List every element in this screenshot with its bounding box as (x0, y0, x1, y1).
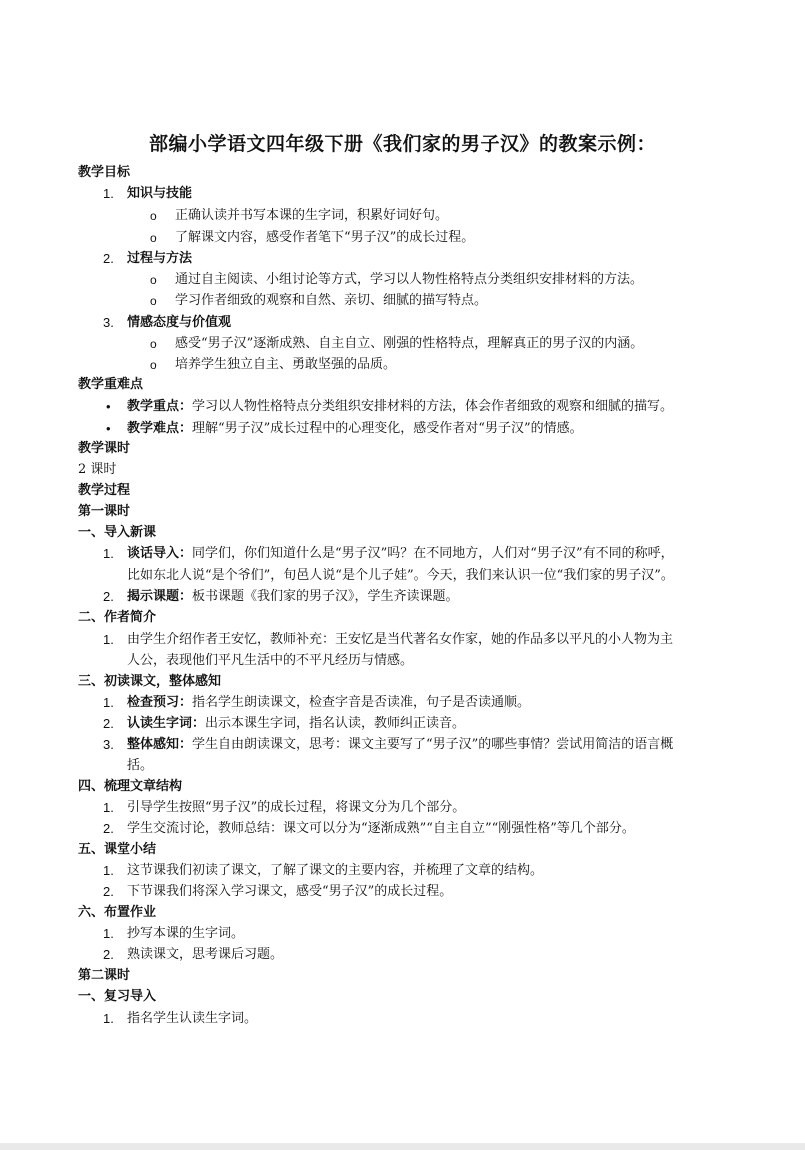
circle-bullet-icon: o (150, 273, 157, 287)
circle-bullet-icon: o (150, 209, 157, 223)
circle-bullet-icon: o (150, 337, 157, 351)
circle-bullet-icon: o (150, 294, 157, 308)
item-text: 出示本课生字词，指名认读，教师纠正读音。 (205, 716, 466, 731)
list-number: 3. (103, 737, 114, 752)
key-point-item (127, 418, 583, 440)
list-number: 1. (103, 1011, 114, 1026)
list-number: 1. (103, 863, 114, 878)
objective-sub: 感受“男子汉”逐渐成熟、自主自立、刚强的性格特点，理解真正的男子汉的内涵。 (175, 336, 644, 351)
objective-sub: 培养学生独立自主、勇敢坚强的品质。 (175, 357, 397, 372)
list-number: 1. (103, 546, 114, 561)
key-points-heading: 教学重难点 (78, 377, 144, 392)
item-label: 揭示课题： (127, 589, 193, 604)
key-point-text: 学习以人物性格特点分类组织安排材料的方法，体会作者细致的观察和细腻的描写。 (192, 399, 674, 414)
list-item (127, 734, 673, 756)
item-continuation: 人公，表现他们平凡生活中的不平凡经历与情感。 (127, 653, 414, 668)
process-heading: 教学过程 (78, 483, 131, 498)
hours-heading: 教学课时 (78, 441, 131, 456)
section-heading: 六、布置作业 (78, 905, 157, 920)
objective-sub: 了解课文内容，感受作者笔下“男子汉”的成长过程。 (175, 230, 475, 245)
page-bottom-edge (0, 1143, 805, 1150)
list-item (127, 713, 465, 735)
lesson-heading: 第一课时 (78, 504, 131, 519)
key-point-item (127, 396, 673, 418)
circle-bullet-icon: o (150, 231, 157, 245)
section-heading: 一、导入新课 (78, 525, 157, 540)
item-label: 整体感知： (127, 737, 193, 752)
objective-sub: 正确认读并书写本课的生字词，积累好词好句。 (175, 208, 449, 223)
list-item: 引导学生按照“男子汉”的成长过程，将课文分为几个部分。 (127, 800, 466, 815)
lesson-heading: 第二课时 (78, 968, 131, 983)
key-point-label: 教学难点： (127, 421, 193, 436)
disc-bullet-icon: • (106, 421, 111, 436)
hours-value: 2 课时 (78, 462, 117, 477)
objective-label: 过程与方法 (127, 251, 193, 266)
list-item (127, 692, 530, 714)
item-label: 检查预习： (127, 695, 193, 710)
list-item: 抄写本课的生字词。 (127, 926, 245, 941)
list-item: 下节课我们将深入学习课文，感受“男子汉”的成长过程。 (127, 884, 453, 899)
section-heading: 五、课堂小结 (78, 842, 157, 857)
list-number: 1. (103, 695, 114, 710)
list-number: 2. (103, 884, 114, 899)
objective-label: 情感态度与价值观 (127, 315, 232, 330)
section-heading: 二、作者简介 (78, 610, 157, 625)
item-text: 指名学生朗读课文，检查字音是否读准，句子是否读通顺。 (192, 695, 531, 710)
list-item: 由学生介绍作者王安忆，教师补充：王安忆是当代著名女作家，她的作品多以平凡的小人物为主 (127, 632, 674, 647)
objectives-heading: 教学目标 (78, 165, 131, 180)
objective-sub: 通过自主阅读、小组讨论等方式，学习以人物性格特点分类组织安排材料的方法。 (175, 272, 644, 287)
list-number: 1. (103, 926, 114, 941)
circle-bullet-icon: o (150, 358, 157, 372)
section-heading: 四、梳理文章结构 (78, 779, 183, 794)
item-label: 谈话导入： (127, 546, 193, 561)
list-number: 1. (103, 186, 114, 201)
section-heading: 一、复习导入 (78, 989, 157, 1004)
key-point-text: 理解“男子汉”成长过程中的心理变化，感受作者对“男子汉”的情感。 (192, 421, 583, 436)
list-item (127, 543, 674, 565)
objective-label: 知识与技能 (127, 186, 193, 201)
list-number: 1. (103, 800, 114, 815)
objective-sub: 学习作者细致的观察和自然、亲切、细腻的描写特点。 (175, 293, 488, 308)
list-item: 熟读课文，思考课后习题。 (127, 947, 284, 962)
item-text: 学生自由朗读课文，思考：课文主要写了“男子汉”的哪些事情？尝试用简洁的语言概 (192, 737, 674, 752)
item-text: 同学们，你们知道什么是“男子汉”吗？在不同地方，人们对“男子汉”有不同的称呼， (192, 546, 674, 561)
item-text: 板书课题《我们家的男子汉》，学生齐读课题。 (192, 589, 459, 604)
list-number: 2. (103, 589, 114, 604)
item-label: 认读生字词： (127, 716, 206, 731)
list-item: 指名学生认读生字词。 (127, 1011, 258, 1026)
list-item: 学生交流讨论，教师总结：课文可以分为“逐渐成熟”“自主自立”“刚强性格”等几个部分。 (127, 821, 635, 836)
document-title: 部编小学语文四年级下册《我们家的男子汉》的教案示例： (148, 133, 656, 155)
list-item: 这节课我们初读了课文，了解了课文的主要内容，并梳理了文章的结构。 (127, 863, 544, 878)
disc-bullet-icon: • (106, 399, 111, 414)
key-point-label: 教学重点： (127, 399, 193, 414)
list-item (127, 586, 459, 608)
list-number: 2. (103, 821, 114, 836)
list-number: 2. (103, 947, 114, 962)
list-number: 3. (103, 315, 114, 330)
list-number: 1. (103, 632, 114, 647)
section-heading: 三、初读课文，整体感知 (78, 674, 222, 689)
item-continuation: 比如东北人说“是个爷们”，旬邑人说“是个儿子娃”。今天，我们来认识一位“我们家的男子汉”。 (127, 568, 674, 583)
list-number: 2. (103, 716, 114, 731)
list-number: 2. (103, 251, 114, 266)
item-continuation: 括。 (127, 758, 154, 773)
